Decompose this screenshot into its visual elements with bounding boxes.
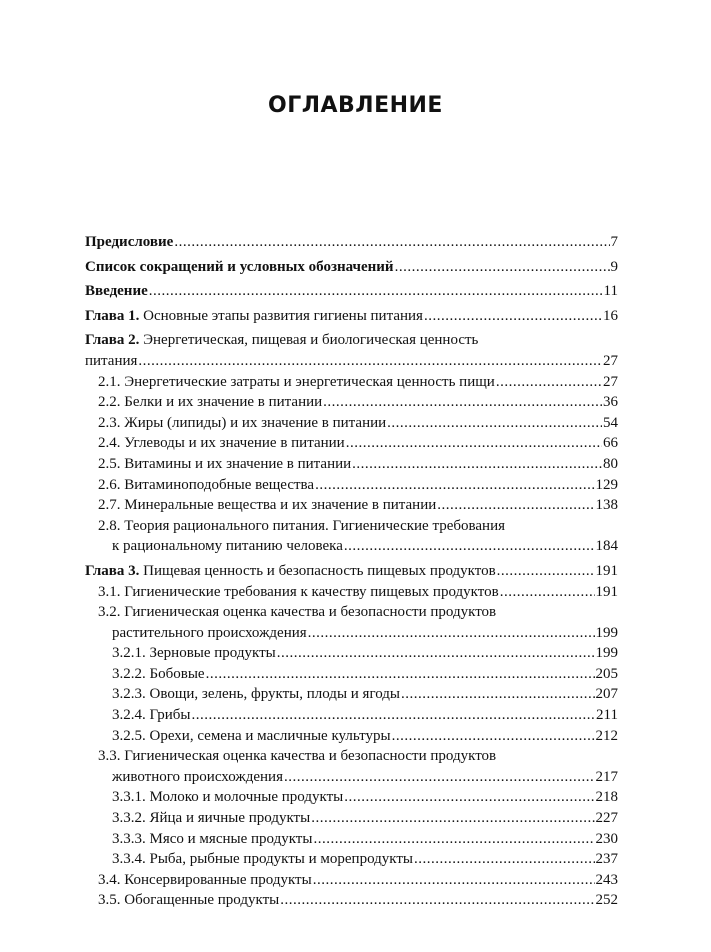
- toc-entry-label: 2.6. Витаминоподобные вещества: [98, 476, 315, 493]
- page-title: ОГЛАВЛЕНИЕ: [268, 93, 443, 118]
- toc-page-number: 191: [595, 562, 618, 579]
- toc-page-number: 36: [603, 394, 618, 411]
- toc-entry-label: 3.3.4. Рыба, рыбные продукты и морепродукты: [112, 851, 414, 868]
- toc-subsection-3-3-2[interactable]: [85, 808, 618, 829]
- toc-entry-label: животного происхождения: [112, 768, 283, 785]
- dot-leader: [344, 787, 594, 808]
- toc-page-number: 138: [595, 497, 618, 514]
- toc-subsection-3-2-4[interactable]: [85, 705, 618, 726]
- dot-leader: [344, 536, 595, 557]
- toc-entry-label: 3.4. Консервированные продукты: [98, 871, 312, 888]
- toc-entry-label: 3.2.2. Бобовые: [112, 665, 205, 682]
- chapter-title: Энергетическая, пищевая и биологическая ценность: [143, 332, 479, 349]
- section-heading-line: 2.8. Теория рационального питания. Гигиенические требования: [98, 517, 505, 534]
- toc-entry-preface[interactable]: [85, 232, 618, 253]
- toc-entry-label: 3.2.4. Грибы: [112, 707, 191, 724]
- dot-leader: [401, 684, 594, 705]
- toc-section-3-5[interactable]: [85, 890, 618, 911]
- toc-page-number: 7: [610, 234, 618, 250]
- table-of-contents: [85, 232, 618, 911]
- toc-page-number: 212: [595, 727, 618, 744]
- toc-page-number: 237: [595, 851, 618, 868]
- toc-page-number: 54: [603, 414, 618, 431]
- dot-leader: [311, 808, 594, 829]
- toc-page-number: 27: [603, 352, 618, 369]
- toc-page-number: 191: [595, 583, 618, 600]
- toc-page-number: 9: [610, 258, 618, 275]
- toc-entry-label: 2.1. Энергетические затраты и энергетическая ценность пищи: [98, 373, 495, 390]
- toc-section-3-3[interactable]: [85, 746, 618, 787]
- dot-leader: [395, 257, 610, 278]
- toc-entry-label: 3.5. Обогащенные продукты: [98, 892, 280, 909]
- toc-page-number: 199: [595, 645, 618, 662]
- dot-leader: [496, 372, 602, 393]
- toc-subsection-3-2-2[interactable]: [85, 664, 618, 685]
- dot-leader: [424, 306, 602, 327]
- section-heading-line: 3.2. Гигиеническая оценка качества и безопасности продуктов: [98, 604, 497, 621]
- dot-leader: [497, 561, 595, 582]
- toc-entry-label: 2.5. Витамины и их значение в питании: [98, 455, 352, 472]
- toc-entry-label: растительного происхождения: [112, 624, 307, 641]
- toc-page-number: 205: [595, 665, 618, 682]
- toc-page-number: 230: [595, 830, 618, 847]
- dot-leader: [149, 281, 603, 302]
- toc-section-2-6[interactable]: [85, 475, 618, 496]
- dot-leader: [284, 767, 595, 788]
- toc-section-2-8[interactable]: [85, 516, 618, 557]
- toc-page-number: 27: [603, 373, 618, 390]
- toc-entry-introduction[interactable]: [85, 281, 618, 302]
- toc-page-number: 11: [603, 283, 618, 300]
- toc-section-2-5[interactable]: [85, 454, 618, 475]
- dot-leader: [191, 705, 595, 726]
- section-heading-continuation: [85, 536, 618, 557]
- section-heading-line: 3.3. Гигиеническая оценка качества и безопасности продуктов: [98, 748, 497, 765]
- toc-section-2-4[interactable]: [85, 433, 618, 454]
- dot-leader: [414, 849, 594, 870]
- toc-entry-label: 3.1. Гигиенические требования к качеству пищевых продуктов: [98, 583, 499, 600]
- toc-subsection-3-2-5[interactable]: [85, 726, 618, 747]
- toc-entry-label: 3.2.5. Орехи, семена и масличные культуры: [112, 727, 391, 744]
- toc-section-2-3[interactable]: [85, 413, 618, 434]
- toc-page-number: 16: [603, 307, 618, 324]
- dot-leader: [308, 623, 595, 644]
- toc-page-number: 66: [603, 435, 618, 452]
- toc-entry-label: 2.3. Жиры (липиды) и их значение в питании: [98, 414, 387, 431]
- dot-leader: [323, 392, 602, 413]
- chapter-heading-continuation: [85, 351, 618, 372]
- toc-page-number: 217: [595, 768, 618, 785]
- toc-entry-label: 3.3.3. Мясо и мясные продукты: [112, 830, 313, 847]
- toc-entry-label: [85, 306, 423, 327]
- toc-section-3-4[interactable]: [85, 870, 618, 891]
- toc-entry-label: к рациональному питанию человека: [112, 538, 343, 555]
- toc-entry-label: 3.2.1. Зерновые продукты: [112, 645, 276, 662]
- toc-page-number: 207: [595, 686, 618, 703]
- toc-subsection-3-3-3[interactable]: [85, 829, 618, 850]
- dot-leader: [500, 582, 595, 603]
- toc-entry-label: Список сокращений и условных обозначений: [85, 258, 394, 275]
- dot-leader: [313, 829, 594, 850]
- dot-leader: [315, 475, 594, 496]
- toc-entry-label: 2.7. Минеральные вещества и их значение в питании: [98, 497, 437, 514]
- dot-leader: [280, 890, 594, 911]
- toc-page-number: 252: [595, 892, 618, 909]
- toc-section-3-1[interactable]: [85, 582, 618, 603]
- dot-leader: [174, 232, 609, 253]
- chapter-title: Пищевая ценность и безопасность пищевых продуктов: [143, 562, 496, 579]
- toc-page-number: 184: [595, 538, 618, 555]
- dot-leader: [346, 433, 602, 454]
- toc-entry-label: 3.2.3. Овощи, зелень, фрукты, плоды и ягоды: [112, 686, 401, 703]
- toc-page-number: 227: [595, 810, 618, 827]
- toc-entry-label: 2.4. Углеводы и их значение в питании: [98, 435, 345, 452]
- dot-leader: [392, 726, 595, 747]
- chapter-number: Глава 2.: [85, 332, 140, 349]
- toc-section-2-7[interactable]: [85, 495, 618, 516]
- section-heading-continuation: [85, 767, 618, 788]
- toc-entry-label: [85, 561, 496, 582]
- toc-chapter-1[interactable]: [85, 306, 618, 327]
- toc-page-number: 243: [595, 871, 618, 888]
- toc-page-number: 211: [596, 707, 618, 724]
- toc-entry-label: 2.2. Белки и их значение в питании: [98, 394, 323, 411]
- toc-section-2-2[interactable]: [85, 392, 618, 413]
- toc-subsection-3-2-1[interactable]: [85, 643, 618, 664]
- toc-section-2-1[interactable]: [85, 372, 618, 393]
- toc-chapter-2[interactable]: [85, 330, 618, 371]
- toc-chapter-3[interactable]: [85, 561, 618, 582]
- toc-subsection-3-3-1[interactable]: [85, 787, 618, 808]
- toc-subsection-3-3-4[interactable]: [85, 849, 618, 870]
- toc-entry-label: Введение: [85, 283, 148, 300]
- dot-leader: [437, 495, 594, 516]
- toc-page-number: 129: [595, 476, 618, 493]
- dot-leader: [138, 351, 602, 372]
- toc-subsection-3-2-3[interactable]: [85, 684, 618, 705]
- dot-leader: [387, 413, 602, 434]
- dot-leader: [206, 664, 595, 685]
- chapter-number: Глава 1.: [85, 307, 140, 324]
- chapter-title-continued: питания: [85, 352, 138, 369]
- toc-page-number: 80: [603, 455, 618, 472]
- dot-leader: [313, 870, 595, 891]
- dot-leader: [277, 643, 595, 664]
- toc-entry-label: 3.3.2. Яйца и яичные продукты: [112, 810, 311, 827]
- toc-section-3-2[interactable]: [85, 602, 618, 643]
- toc-entry-abbreviations[interactable]: [85, 257, 618, 278]
- toc-entry-label: 3.3.1. Молоко и молочные продукты: [112, 789, 344, 806]
- chapter-title: Основные этапы развития гигиены питания: [143, 307, 423, 324]
- chapter-number: Глава 3.: [85, 562, 140, 579]
- chapter-heading-line: [85, 330, 618, 351]
- toc-entry-label: Предисловие: [85, 234, 174, 250]
- toc-page-number: 218: [595, 789, 618, 806]
- dot-leader: [352, 454, 602, 475]
- section-heading-continuation: [85, 623, 618, 644]
- toc-page-number: 199: [595, 624, 618, 641]
